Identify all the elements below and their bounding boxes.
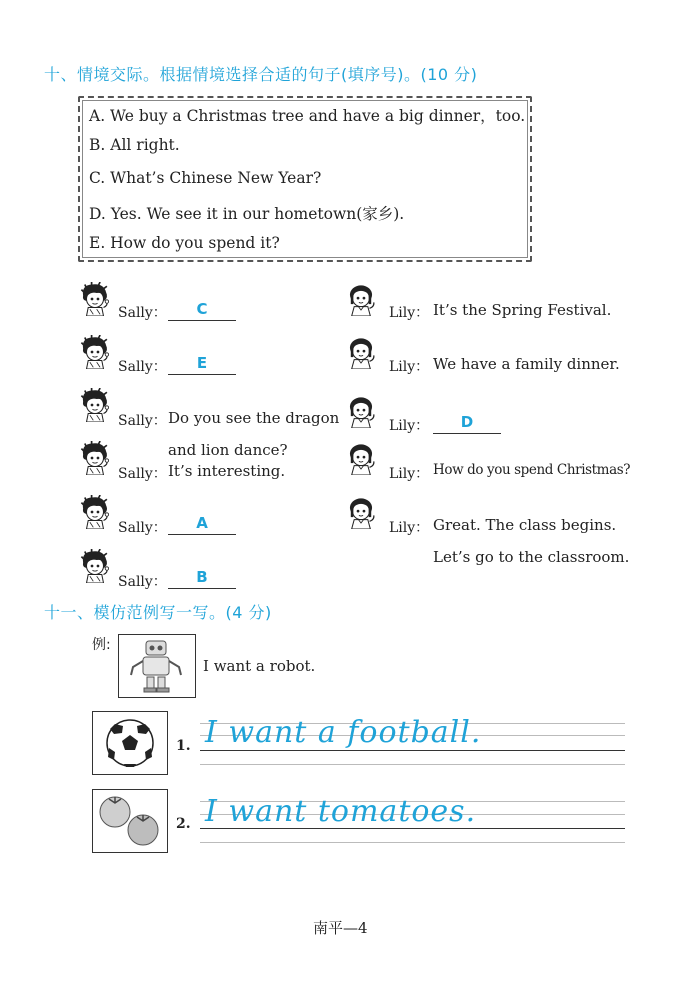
- example-sentence: I want a robot.: [203, 657, 316, 675]
- sally-label: Sally：: [118, 359, 167, 375]
- sally-line-3a: Do you see the dragon: [168, 409, 340, 427]
- sally-icon: [78, 335, 112, 369]
- football-picture: [92, 711, 168, 775]
- option-a: A. We buy a Christmas tree and have a big dinner，too.: [89, 107, 526, 125]
- sally-icon: [78, 282, 112, 316]
- option-d: D. Yes. We see it in our hometown(家乡).: [89, 205, 405, 223]
- item-1-answer[interactable]: I want a football.: [205, 715, 482, 750]
- lily-line-5a: Great. The class begins.: [433, 516, 617, 534]
- sally-line-4: It’s interesting.: [168, 462, 286, 480]
- tomatoes-icon: [93, 790, 167, 852]
- answer-blank-4[interactable]: A: [168, 514, 236, 535]
- lily-line-1: It’s the Spring Festival.: [433, 301, 612, 319]
- option-c: C. What’s Chinese New Year?: [89, 169, 322, 187]
- sally-icon: [78, 441, 112, 475]
- answer-blank-2[interactable]: E: [168, 354, 236, 375]
- baseline: [200, 750, 625, 751]
- sally-icon: [78, 495, 112, 529]
- sally-label: Sally：: [118, 413, 167, 429]
- sally-line-3b: and lion dance?: [168, 441, 288, 459]
- sally-icon: [78, 549, 112, 583]
- lily-icon: [344, 335, 378, 369]
- lily-line-5b: Let’s go to the classroom.: [433, 548, 630, 566]
- guide-line: [200, 842, 625, 843]
- robot-picture: [118, 634, 196, 698]
- tomatoes-picture: [92, 789, 168, 853]
- sally-label: Sally：: [118, 520, 167, 536]
- section-11-title: 十一、模仿范例写一写。(4 分): [44, 603, 272, 622]
- option-b: B. All right.: [89, 136, 180, 154]
- answer-blank-5[interactable]: B: [168, 568, 236, 589]
- lily-icon: [344, 394, 378, 428]
- football-icon: [93, 712, 167, 774]
- robot-icon: [119, 635, 195, 697]
- section-10-title: 十、情境交际。根据情境选择合适的句子(填序号)。(10 分): [44, 65, 478, 84]
- answer-blank-3[interactable]: D: [433, 413, 501, 434]
- item-1-number: 1.: [176, 738, 191, 754]
- sally-label: Sally：: [118, 466, 167, 482]
- page-number: 南平—4: [313, 919, 368, 937]
- guide-line: [200, 764, 625, 765]
- lily-label: Lily：: [389, 359, 430, 375]
- lily-line-4: How do you spend Christmas?: [433, 462, 631, 478]
- sally-icon: [78, 388, 112, 422]
- lily-label: Lily：: [389, 466, 430, 482]
- lily-icon: [344, 282, 378, 316]
- option-e: E. How do you spend it?: [89, 234, 280, 252]
- sally-label: Sally：: [118, 305, 167, 321]
- item-2-answer[interactable]: I want tomatoes.: [205, 794, 477, 829]
- example-label: 例:: [92, 637, 111, 653]
- lily-icon: [344, 495, 378, 529]
- lily-label: Lily：: [389, 305, 430, 321]
- lily-icon: [344, 441, 378, 475]
- lily-line-2: We have a family dinner.: [433, 355, 620, 373]
- item-2-number: 2.: [176, 816, 191, 832]
- lily-label: Lily：: [389, 520, 430, 536]
- sally-label: Sally：: [118, 574, 167, 590]
- answer-blank-1[interactable]: C: [168, 300, 236, 321]
- lily-label: Lily：: [389, 418, 430, 434]
